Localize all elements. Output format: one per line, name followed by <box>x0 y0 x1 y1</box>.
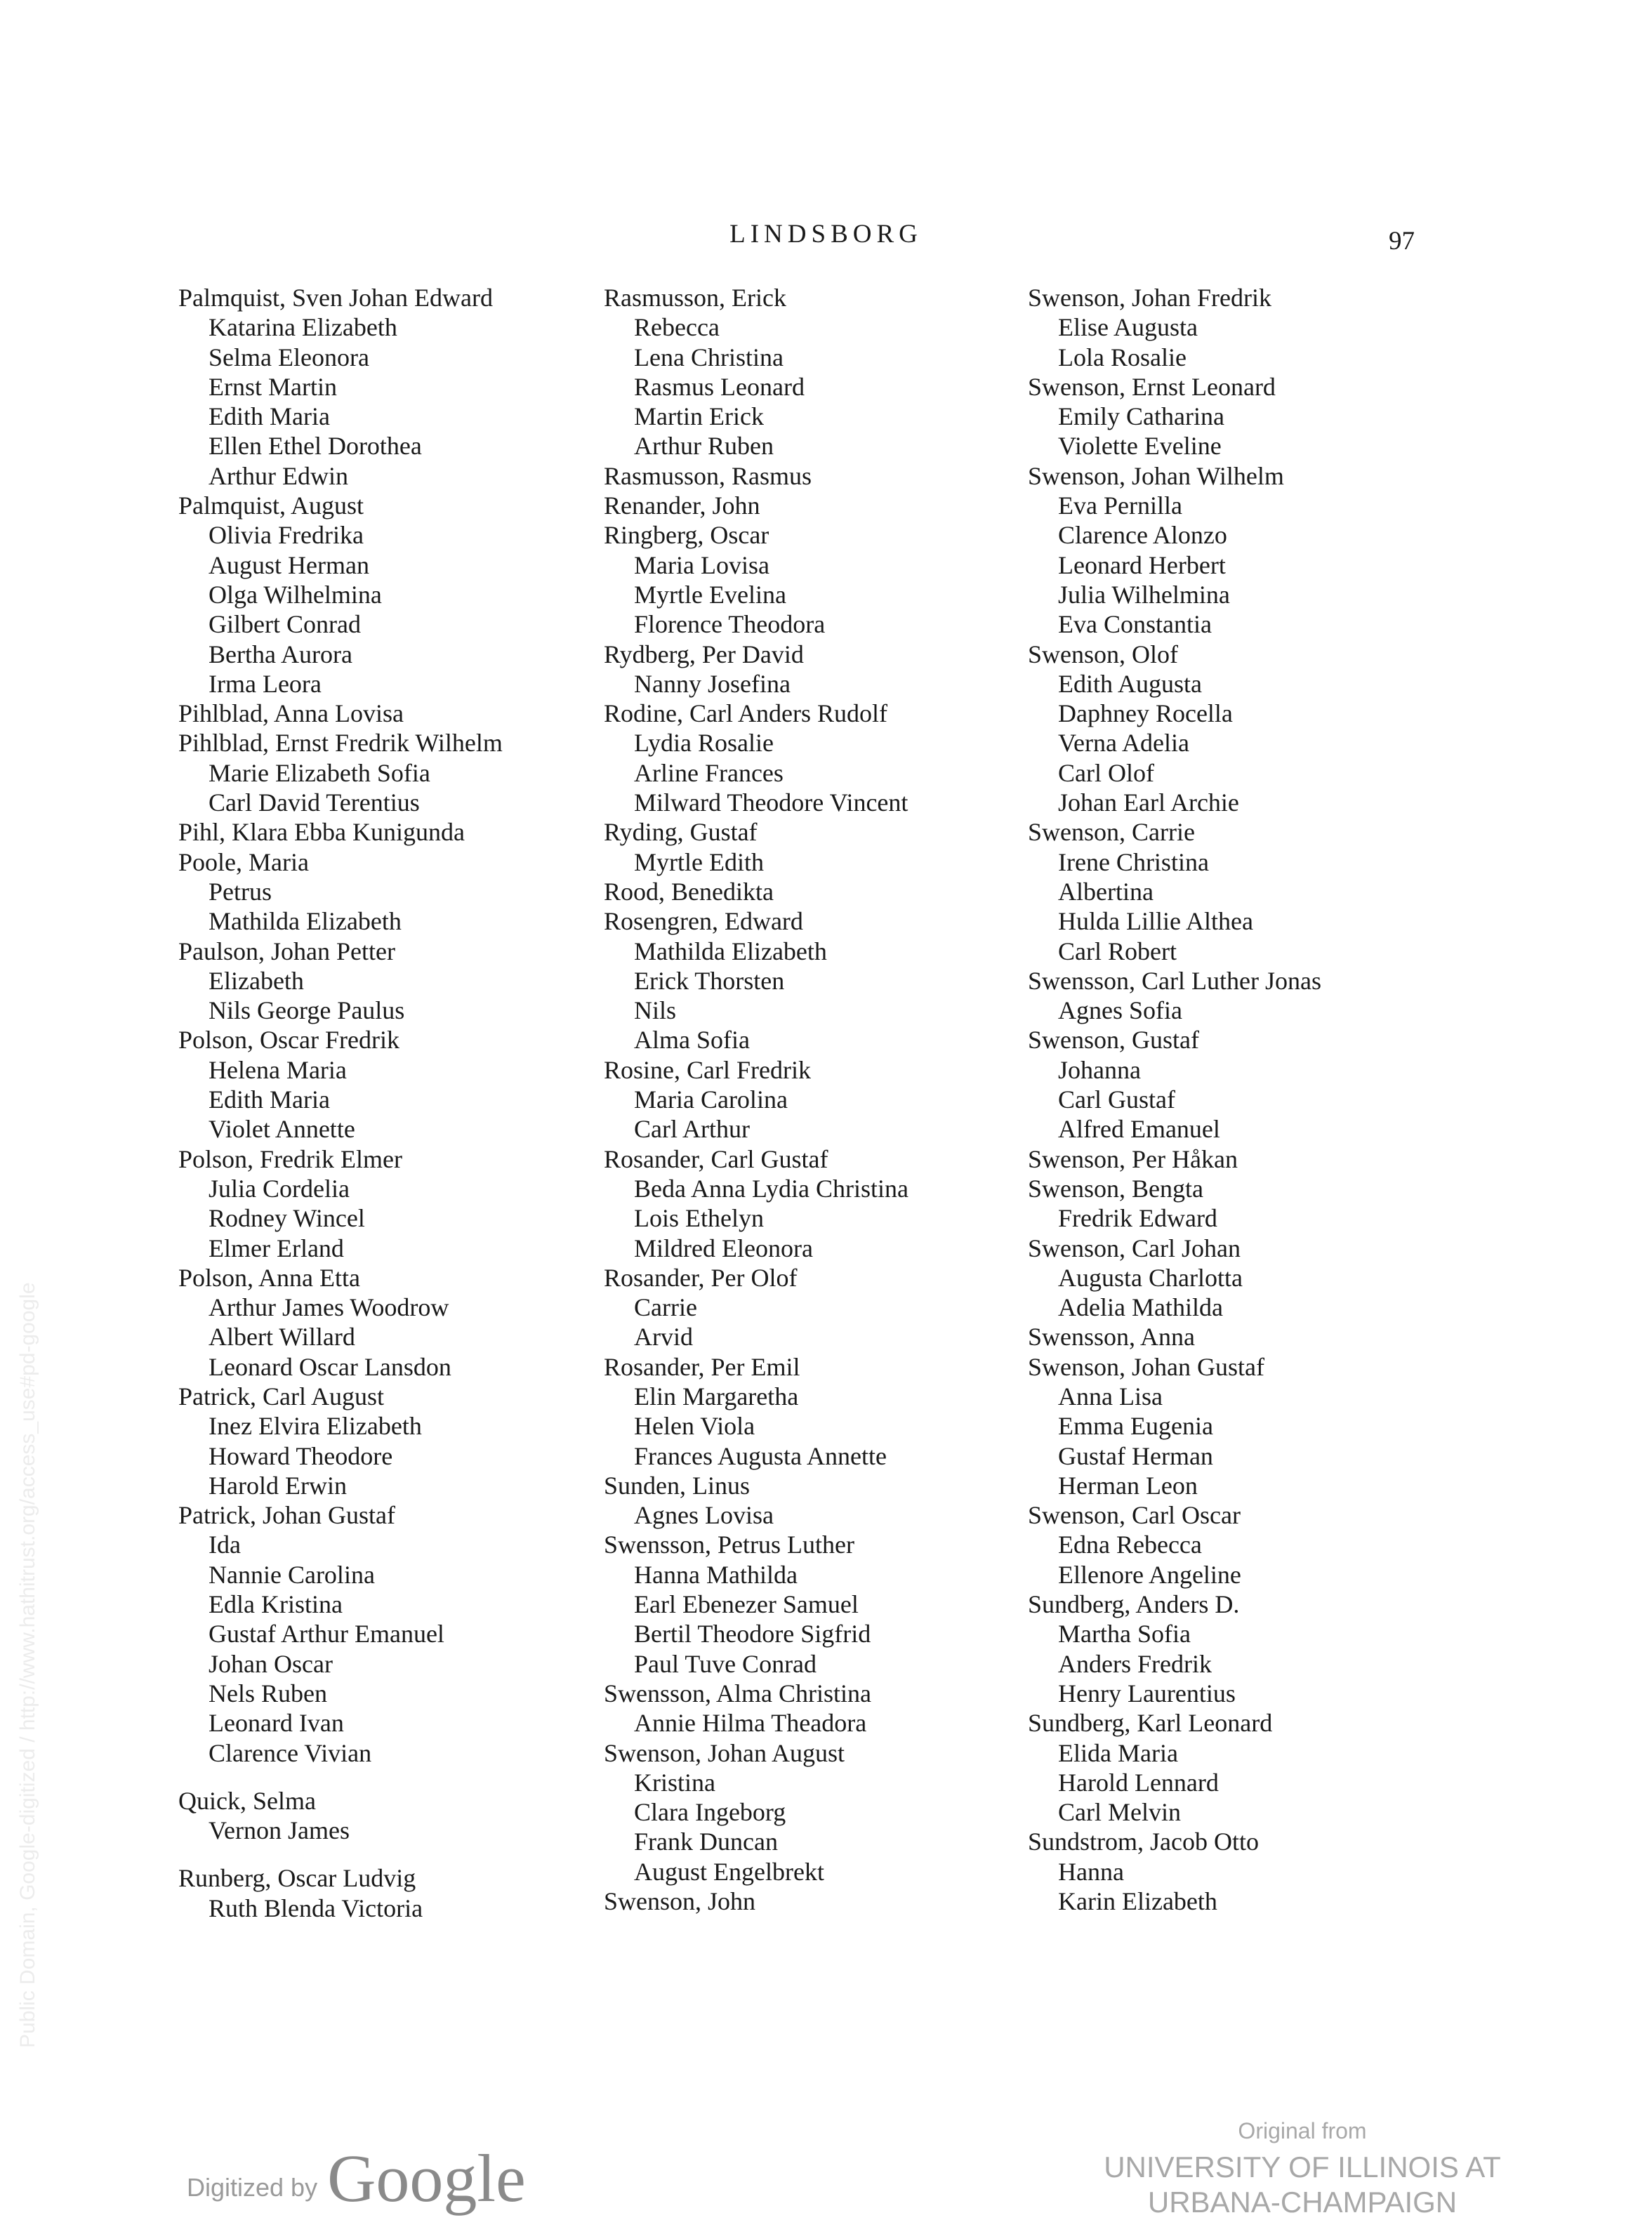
family-member-entry: Lois Ethelyn <box>634 1204 764 1233</box>
family-head-entry: Rasmusson, Rasmus <box>604 461 812 490</box>
family-member-entry: Ellen Ethel Dorothea <box>209 432 422 461</box>
family-head-entry: Swenson, Johan August <box>604 1738 845 1767</box>
family-member-entry: August Herman <box>209 550 369 579</box>
family-member-entry: Selma Eleonora <box>209 343 369 371</box>
family-member-entry: Martha Sofia <box>1058 1620 1191 1648</box>
google-logo: Google <box>327 2141 526 2216</box>
family-head-entry: Polson, Fredrik Elmer <box>178 1144 402 1173</box>
family-head-entry: Sundberg, Karl Leonard <box>1028 1709 1273 1738</box>
family-member-entry: Carrie <box>634 1293 697 1322</box>
family-member-entry: Clara Ingeborg <box>634 1798 786 1827</box>
family-head-entry: Swensson, Alma Christina <box>604 1679 872 1707</box>
family-head-entry: Rood, Benedikta <box>604 877 774 906</box>
family-member-entry: Lena Christina <box>634 343 784 371</box>
family-head-entry: Pihlblad, Ernst Fredrik Wilhelm <box>178 729 503 758</box>
family-member-entry: Albertina <box>1058 877 1154 906</box>
family-member-entry: Johan Earl Archie <box>1058 788 1239 817</box>
family-member-entry: Ernst Martin <box>209 372 337 401</box>
family-member-entry: Ellenore Angeline <box>1058 1560 1241 1589</box>
family-member-entry: Leonard Herbert <box>1058 550 1226 579</box>
family-head-entry: Rosine, Carl Fredrik <box>604 1055 811 1084</box>
family-member-entry: Maria Lovisa <box>634 550 769 579</box>
family-head-entry: Swensson, Petrus Luther <box>604 1531 854 1559</box>
family-head-entry: Rosander, Carl Gustaf <box>604 1144 828 1173</box>
family-member-entry: Harold Erwin <box>209 1471 347 1500</box>
family-member-entry: Carl David Terentius <box>209 788 420 817</box>
family-member-entry: Irma Leora <box>209 669 322 698</box>
family-member-entry: Maria Carolina <box>634 1085 788 1114</box>
family-head-entry: Rodine, Carl Anders Rudolf <box>604 699 887 728</box>
column-1 <box>178 283 503 1923</box>
family-head-entry: Quick, Selma <box>178 1786 316 1815</box>
family-member-entry: Frank Duncan <box>634 1828 778 1856</box>
family-head-entry: Swenson, Per Håkan <box>1028 1144 1238 1173</box>
family-member-entry: Mildred Eleonora <box>634 1234 813 1262</box>
family-member-entry: Rodney Wincel <box>209 1204 365 1233</box>
family-head-entry: Polson, Anna Etta <box>178 1263 360 1292</box>
institution-line-1: UNIVERSITY OF ILLINOIS AT <box>1104 2150 1501 2183</box>
side-watermark: Public Domain, Google-digitized / http://www.hathitrust.org/access_use#pd-google <box>16 1282 39 2048</box>
family-member-entry: Gustaf Arthur Emanuel <box>209 1620 444 1648</box>
family-member-entry: Alfred Emanuel <box>1058 1115 1220 1144</box>
family-member-entry: Paul Tuve Conrad <box>634 1649 817 1678</box>
family-member-entry: Nanny Josefina <box>634 669 791 698</box>
family-member-entry: Arthur Edwin <box>209 461 348 490</box>
family-member-entry: Elise Augusta <box>1058 313 1198 342</box>
family-head-entry: Swenson, Carrie <box>1028 818 1195 847</box>
family-member-entry: Arthur James Woodrow <box>209 1293 449 1322</box>
family-member-entry: Carl Arthur <box>634 1115 750 1144</box>
digitized-label: Digitized by <box>187 2173 318 2202</box>
family-head-entry: Rosengren, Edward <box>604 907 803 936</box>
family-head-entry: Swenson, Olof <box>1028 640 1178 668</box>
family-member-entry: Violet Annette <box>209 1115 355 1144</box>
family-member-entry: Inez Elvira Elizabeth <box>209 1412 422 1441</box>
family-member-entry: Mathilda Elizabeth <box>209 907 402 936</box>
family-member-entry: Leonard Ivan <box>209 1709 344 1738</box>
family-member-entry: Nils George Paulus <box>209 996 405 1025</box>
family-member-entry: Arvid <box>634 1323 693 1352</box>
family-member-entry: Petrus <box>209 877 272 906</box>
family-head-entry: Rosander, Per Olof <box>604 1263 798 1292</box>
family-member-entry: Fredrik Edward <box>1058 1204 1217 1233</box>
family-member-entry: Arthur Ruben <box>634 432 774 461</box>
institution-line-2: URBANA-CHAMPAIGN <box>1147 2186 1458 2219</box>
family-member-entry: Erick Thorsten <box>634 966 785 995</box>
family-member-entry: Helena Maria <box>209 1055 347 1084</box>
family-head-entry: Ringberg, Oscar <box>604 521 769 550</box>
family-head-entry: Sundstrom, Jacob Otto <box>1028 1828 1259 1856</box>
family-member-entry: Clarence Alonzo <box>1058 521 1227 550</box>
family-head-entry: Rydberg, Per David <box>604 640 804 668</box>
family-member-entry: Violette Eveline <box>1058 432 1222 461</box>
family-member-entry: Carl Robert <box>1058 937 1177 965</box>
family-member-entry: Annie Hilma Theadora <box>634 1709 867 1738</box>
family-member-entry: Augusta Charlotta <box>1058 1263 1243 1292</box>
family-member-entry: Julia Wilhelmina <box>1058 580 1230 609</box>
family-member-entry: Elizabeth <box>209 966 304 995</box>
column-2 <box>604 283 908 1916</box>
family-member-entry: August Engelbrekt <box>634 1857 824 1886</box>
family-member-entry: Kristina <box>634 1768 715 1797</box>
family-head-entry: Paulson, Johan Petter <box>178 937 395 965</box>
family-member-entry: Julia Cordelia <box>209 1174 350 1203</box>
family-member-entry: Myrtle Evelina <box>634 580 786 609</box>
family-member-entry: Elin Margaretha <box>634 1382 799 1410</box>
family-member-entry: Arline Frances <box>634 758 784 787</box>
family-head-entry: Swenson, John <box>604 1887 756 1916</box>
family-head-entry: Rasmusson, Erick <box>604 284 786 312</box>
family-member-entry: Rasmus Leonard <box>634 372 805 401</box>
family-member-entry: Katarina Elizabeth <box>209 313 397 342</box>
family-member-entry: Alma Sofia <box>634 1026 750 1055</box>
family-member-entry: Leonard Oscar Lansdon <box>209 1352 451 1381</box>
family-member-entry: Nels Ruben <box>209 1679 327 1707</box>
family-member-entry: Hanna <box>1058 1857 1124 1886</box>
family-member-entry: Herman Leon <box>1058 1471 1198 1500</box>
family-member-entry: Agnes Sofia <box>1058 996 1182 1025</box>
family-member-entry: Frances Augusta Annette <box>634 1441 887 1470</box>
family-head-entry: Ryding, Gustaf <box>604 818 758 847</box>
family-head-entry: Pihlblad, Anna Lovisa <box>178 699 404 728</box>
family-head-entry: Swenson, Johan Gustaf <box>1028 1352 1264 1381</box>
family-head-entry: Swenson, Johan Fredrik <box>1028 284 1271 312</box>
family-member-entry: Elida Maria <box>1058 1738 1178 1767</box>
family-member-entry: Daphney Rocella <box>1058 699 1233 728</box>
family-member-entry: Anders Fredrik <box>1058 1649 1212 1678</box>
family-member-entry: Gustaf Herman <box>1058 1441 1213 1470</box>
page-title: LINDSBORG <box>729 220 923 249</box>
family-member-entry: Mathilda Elizabeth <box>634 937 827 965</box>
family-member-entry: Marie Elizabeth Sofia <box>209 758 430 787</box>
family-head-entry: Pihl, Klara Ebba Kunigunda <box>178 818 465 847</box>
family-head-entry: Renander, John <box>604 491 760 520</box>
family-member-entry: Olivia Fredrika <box>209 521 364 550</box>
family-head-entry: Swenson, Johan Wilhelm <box>1028 461 1284 490</box>
family-member-entry: Bertha Aurora <box>209 640 352 668</box>
family-member-entry: Edith Maria <box>209 1085 330 1114</box>
family-member-entry: Henry Laurentius <box>1058 1679 1236 1707</box>
family-member-entry: Johan Oscar <box>209 1649 333 1678</box>
family-member-entry: Verna Adelia <box>1058 729 1189 758</box>
family-member-entry: Nannie Carolina <box>209 1560 375 1589</box>
family-head-entry: Palmquist, Sven Johan Edward <box>178 284 493 312</box>
family-member-entry: Howard Theodore <box>209 1441 393 1470</box>
family-member-entry: Olga Wilhelmina <box>209 580 382 609</box>
family-member-entry: Carl Gustaf <box>1058 1085 1175 1114</box>
family-member-entry: Clarence Vivian <box>209 1738 372 1767</box>
family-head-entry: Palmquist, August <box>178 491 364 520</box>
family-head-entry: Patrick, Johan Gustaf <box>178 1501 395 1530</box>
family-member-entry: Martin Erick <box>634 402 764 431</box>
family-head-entry: Swenson, Carl Johan <box>1028 1234 1241 1262</box>
family-member-entry: Milward Theodore Vincent <box>634 788 908 817</box>
family-member-entry: Carl Melvin <box>1058 1798 1181 1827</box>
family-member-entry: Eva Constantia <box>1058 610 1212 639</box>
original-from-label: Original from <box>1238 2118 1367 2143</box>
family-head-entry: Poole, Maria <box>178 847 309 876</box>
family-member-entry: Hulda Lillie Althea <box>1058 907 1253 936</box>
family-member-entry: Edna Rebecca <box>1058 1531 1202 1559</box>
family-head-entry: Swenson, Gustaf <box>1028 1026 1199 1055</box>
family-head-entry: Sundberg, Anders D. <box>1028 1590 1240 1619</box>
family-member-entry: Edith Augusta <box>1058 669 1202 698</box>
family-member-entry: Ruth Blenda Victoria <box>209 1894 423 1922</box>
family-member-entry: Agnes Lovisa <box>634 1501 774 1530</box>
column-3 <box>1028 283 1321 1916</box>
family-head-entry: Patrick, Carl August <box>178 1382 384 1410</box>
family-member-entry: Adelia Mathilda <box>1058 1293 1223 1322</box>
family-member-entry: Johanna <box>1058 1055 1141 1084</box>
family-member-entry: Bertil Theodore Sigfrid <box>634 1620 871 1648</box>
original-from-footer <box>1095 2118 1509 2220</box>
family-head-entry: Swenson, Bengta <box>1028 1174 1203 1203</box>
family-member-entry: Emma Eugenia <box>1058 1412 1213 1441</box>
family-member-entry: Lydia Rosalie <box>634 729 774 758</box>
family-head-entry: Runberg, Oscar Ludvig <box>178 1864 416 1893</box>
family-member-entry: Anna Lisa <box>1058 1382 1163 1410</box>
family-member-entry: Irene Christina <box>1058 847 1209 876</box>
family-head-entry: Rosander, Per Emil <box>604 1352 800 1381</box>
family-member-entry: Eva Pernilla <box>1058 491 1182 520</box>
family-member-entry: Gilbert Conrad <box>209 610 361 639</box>
family-member-entry: Earl Ebenezer Samuel <box>634 1590 859 1619</box>
family-member-entry: Helen Viola <box>634 1412 755 1441</box>
family-member-entry: Edith Maria <box>209 402 330 431</box>
family-head-entry: Swensson, Anna <box>1028 1323 1196 1352</box>
family-member-entry: Beda Anna Lydia Christina <box>634 1174 908 1203</box>
family-member-entry: Nils <box>634 996 677 1025</box>
family-member-entry: Vernon James <box>209 1816 350 1845</box>
family-member-entry: Hanna Mathilda <box>634 1560 798 1589</box>
family-member-entry: Lola Rosalie <box>1058 343 1187 371</box>
family-member-entry: Karin Elizabeth <box>1058 1887 1217 1916</box>
family-head-entry: Swenson, Carl Oscar <box>1028 1501 1241 1530</box>
family-member-entry: Myrtle Edith <box>634 847 764 876</box>
family-member-entry: Carl Olof <box>1058 758 1154 787</box>
family-member-entry: Albert Willard <box>209 1323 355 1352</box>
digitized-by-footer <box>187 2141 526 2216</box>
page-number: 97 <box>1389 227 1415 256</box>
family-member-entry: Elmer Erland <box>209 1234 344 1262</box>
family-head-entry: Polson, Oscar Fredrik <box>178 1026 399 1055</box>
family-member-entry: Ida <box>209 1531 241 1559</box>
family-member-entry: Harold Lennard <box>1058 1768 1219 1797</box>
family-member-entry: Edla Kristina <box>209 1590 343 1619</box>
family-head-entry: Swensson, Carl Luther Jonas <box>1028 966 1321 995</box>
family-member-entry: Rebecca <box>634 313 720 342</box>
family-head-entry: Swenson, Ernst Leonard <box>1028 372 1276 401</box>
family-head-entry: Sunden, Linus <box>604 1471 751 1500</box>
family-member-entry: Emily Catharina <box>1058 402 1224 431</box>
family-member-entry: Florence Theodora <box>634 610 826 639</box>
